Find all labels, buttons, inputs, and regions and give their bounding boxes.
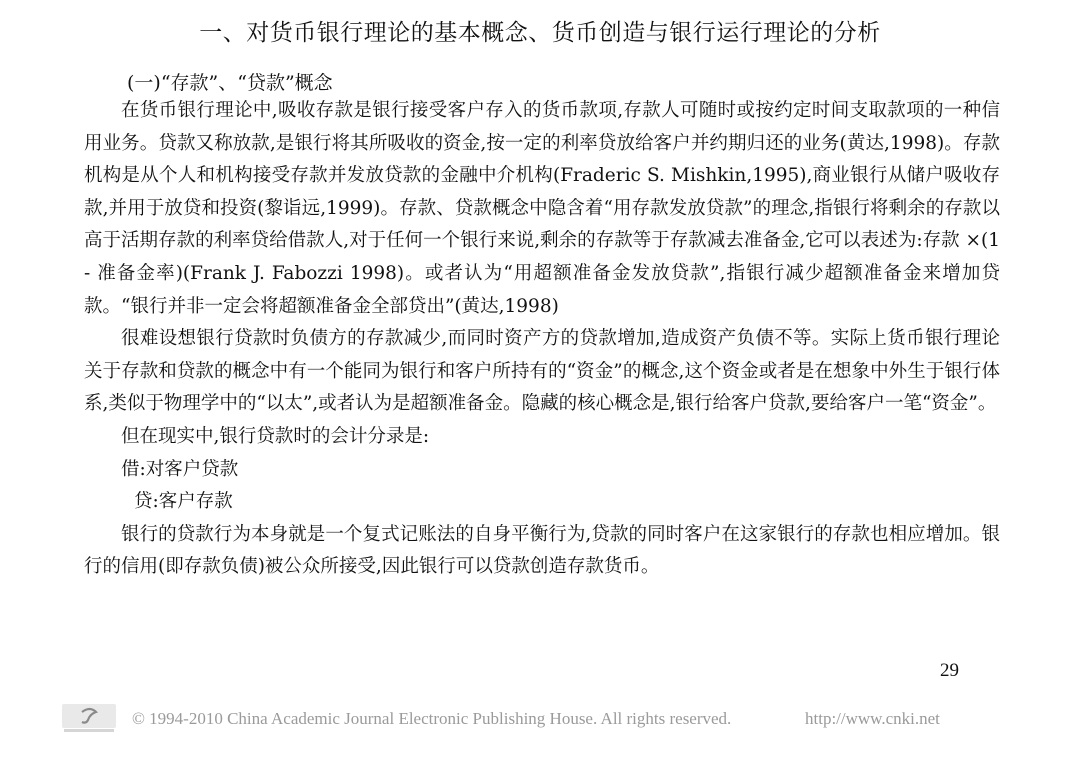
paragraph-3: 但在现实中,银行贷款时的会计分录是: bbox=[121, 425, 430, 447]
paragraph-2: 很难设想银行贷款时负债方的存款减少,而同时资产方的贷款增加,造成资产负债不等。实际上货币银行理论关于存款和贷款的概念中有一个能同为银行和客户所持有的“资金”的概念,这个资金或者是在想象中外生于银行体系,类似于物理学中的“以太”,或者认为是超额准备金。隐藏的核心概念是,银行给客户贷款,要给客户一笔“资金”。 bbox=[84, 328, 1000, 415]
page-number: 29 bbox=[940, 660, 959, 681]
article-body bbox=[84, 95, 1000, 584]
section-heading: (一)“存款”、“贷款”概念 bbox=[127, 72, 333, 94]
paragraph-1: 在货币银行理论中,吸收存款是银行接受客户存入的货币款项,存款人可随时或按约定时间支取款项的一种信用业务。贷款又称放款,是银行将其所吸收的资金,按一定的利率贷放给客户并约期归还的业务(黄达,1998)。存款机构是从个人和机构接受存款并发放贷款的金融中介机构(Fraderic S. Mishkin,1995),商业银行从储户吸收存款,并用于放贷和投资(黎诣远,1999)。存款、贷款概念中隐含着“用存款发放贷款”的理念,指银行将剩余的存款以高于活期存款的利率贷给借款人,对于任何一个银行来说,剩余的存款等于存款减去准备金,它可以表述为:存款 ×(1 - 准备金率)(Frank J. Fabozzi 1998)。或者认为“用超额准备金发放贷款”,指银行减少超额准备金来增加贷款。“银行并非一定会将超额准备金全部贷出”(黄达,1998) bbox=[84, 100, 1000, 317]
credit-entry: 贷:客户存款 bbox=[134, 491, 233, 513]
footer-url-link[interactable]: http://www.cnki.net bbox=[805, 709, 940, 728]
copyright-text: © 1994-2010 China Academic Journal Electronic Publishing House. All rights reserved. bbox=[132, 709, 732, 728]
debit-entry: 借:对客户贷款 bbox=[121, 458, 239, 480]
cnki-logo-icon bbox=[60, 700, 118, 736]
paragraph-4: 银行的贷款行为本身就是一个复式记账法的自身平衡行为,贷款的同时客户在这家银行的存款也相应增加。银行的信用(即存款负债)被公众所接受,因此银行可以贷款创造存款货币。 bbox=[84, 523, 1000, 578]
page-title: 一、对货币银行理论的基本概念、货币创造与银行运行理论的分析 bbox=[199, 20, 881, 46]
footer bbox=[60, 700, 1020, 740]
